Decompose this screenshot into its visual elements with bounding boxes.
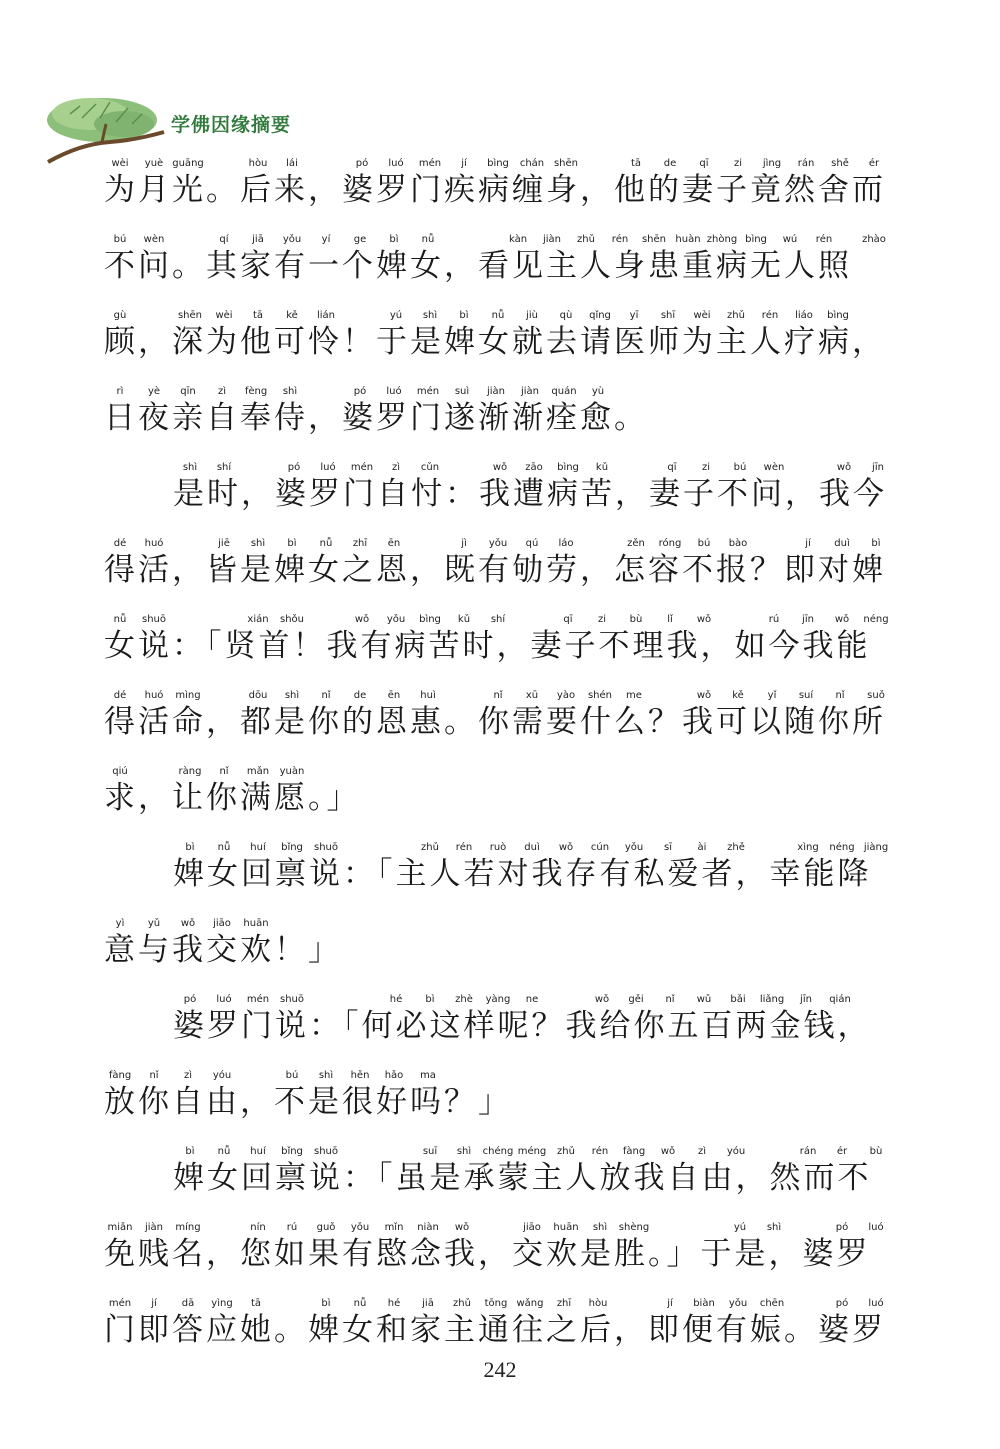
pinyin-annotation: huó: [144, 690, 164, 701]
pinyin-annotation: miǎn: [107, 1222, 133, 1233]
pinyin-annotation: jí: [805, 538, 811, 549]
pinyin-annotation: ma: [420, 1070, 436, 1081]
chinese-text: 是时，婆罗门自忖：我遭病苦，妻子不问，我今: [173, 476, 887, 512]
pinyin-annotation: cǔn: [420, 462, 440, 473]
pinyin-annotation: luó: [320, 462, 336, 473]
pinyin-annotation: zhī: [352, 538, 368, 549]
pinyin-annotation: me: [626, 690, 642, 701]
pinyin-annotation: shì: [592, 1222, 608, 1233]
pinyin-annotation: de: [353, 690, 367, 701]
chinese-text: 顾，深为他可怜！于是婢女就去请医师为主人疗病，: [104, 324, 886, 360]
pinyin-annotation: liáo: [795, 310, 813, 321]
pinyin-annotation: láo: [558, 538, 574, 549]
pinyin-annotation: jí: [667, 1298, 673, 1309]
chinese-text: 门即答应她。婢女和家主通往之后，即便有娠。婆罗: [104, 1312, 886, 1348]
pinyin-annotation: bù: [629, 614, 643, 625]
pinyin-annotation: xián: [247, 614, 269, 625]
pinyin-annotation: qù: [559, 310, 573, 321]
pinyin-annotation: yǒu: [386, 614, 406, 625]
pinyin-annotation: biàn: [693, 1298, 715, 1309]
pinyin-annotation: suǒ: [867, 690, 885, 701]
pinyin-annotation: wǒ: [594, 994, 610, 1005]
pinyin-annotation: wǒ: [492, 462, 508, 473]
pinyin-annotation: jīn: [872, 462, 884, 473]
pinyin-annotation: rén: [455, 842, 473, 853]
pinyin-annotation: tā: [252, 310, 264, 321]
pinyin-annotation: yǐ: [767, 690, 777, 701]
pinyin-annotation: yóu: [212, 1070, 232, 1081]
pinyin-annotation: ràng: [178, 766, 202, 777]
pinyin-annotation: nǚ: [319, 538, 333, 549]
pinyin-annotation: suì: [454, 386, 470, 397]
pinyin-annotation: hǎo: [384, 1070, 404, 1081]
pinyin-annotation: zhè: [455, 994, 473, 1005]
book-title: 学佛因缘摘要: [171, 114, 292, 136]
pinyin-annotation: gěi: [628, 994, 644, 1005]
pinyin-annotation: bì: [185, 842, 195, 853]
pinyin-annotation: shě: [831, 158, 849, 169]
pinyin-annotation: yóu: [726, 1146, 746, 1157]
pinyin-annotation: cún: [590, 842, 610, 853]
pinyin-annotation: jí: [151, 1298, 157, 1309]
chinese-text: 婆罗门说：「何必这样呢？我给你五百两金钱，: [173, 1008, 872, 1044]
pinyin-annotation: ruò: [489, 842, 507, 853]
pinyin-annotation: nǐ: [835, 690, 845, 701]
chinese-text: 日夜亲自奉侍，婆罗门遂渐渐痊愈。: [104, 400, 648, 436]
pinyin-annotation: jì: [461, 538, 467, 549]
chinese-text: 免贱名，您如果有愍念我，交欢是胜。」于是，婆罗: [104, 1236, 871, 1272]
pinyin-annotation: yì: [115, 918, 125, 929]
pinyin-annotation: wèi: [693, 310, 711, 321]
text-line: [0, 462, 1000, 538]
pinyin-annotation: dé: [113, 538, 127, 549]
pinyin-annotation: bǎi: [730, 994, 746, 1005]
pinyin-annotation: ge: [353, 234, 367, 245]
pinyin-annotation: rén: [815, 234, 833, 245]
pinyin-annotation: niàn: [417, 1222, 439, 1233]
pinyin-annotation: qī: [563, 614, 573, 625]
pinyin-annotation: guǒ: [316, 1222, 336, 1233]
pinyin-annotation: kǔ: [595, 462, 609, 473]
pinyin-annotation: shuō: [313, 842, 339, 853]
text-line: [0, 994, 1000, 1070]
pinyin-annotation: jiē: [218, 538, 230, 549]
pinyin-annotation: rán: [797, 158, 815, 169]
pinyin-annotation: qīn: [180, 386, 196, 397]
pinyin-annotation: jiàn: [144, 1222, 164, 1233]
text-line: [0, 1070, 1000, 1146]
pinyin-annotation: shì: [766, 1222, 782, 1233]
pinyin-annotation: huí: [250, 842, 266, 853]
pinyin-annotation: duì: [524, 842, 540, 853]
pinyin-annotation: yù: [591, 386, 605, 397]
chinese-text: 得活，皆是婢女之恩，既有劬劳，怎容不报？即对婢: [104, 552, 886, 588]
pinyin-annotation: nín: [250, 1222, 266, 1233]
text-line: [0, 1222, 1000, 1298]
pinyin-annotation: nǐ: [665, 994, 675, 1005]
text-line: [0, 842, 1000, 918]
pinyin-annotation: pó: [835, 1298, 849, 1309]
pinyin-annotation: qú: [525, 538, 539, 549]
pinyin-annotation: qī: [699, 158, 709, 169]
chinese-text: 放你自由，不是很好吗？」: [104, 1084, 512, 1120]
pinyin-annotation: pó: [353, 386, 367, 397]
pinyin-annotation: zhě: [727, 842, 745, 853]
text-line: [0, 386, 1000, 462]
pinyin-annotation: nǚ: [353, 1298, 367, 1309]
pinyin-annotation: wǒ: [836, 462, 852, 473]
pinyin-annotation: qǐng: [589, 310, 611, 321]
pinyin-annotation: jiāo: [213, 918, 231, 929]
pinyin-annotation: shèng: [618, 1222, 650, 1233]
pinyin-annotation: mén: [108, 1298, 132, 1309]
pinyin-annotation: nǚ: [113, 614, 127, 625]
pinyin-annotation: kǔ: [457, 614, 471, 625]
pinyin-annotation: zhǔ: [453, 1298, 471, 1309]
pinyin-annotation: wèi: [111, 158, 129, 169]
pinyin-annotation: zì: [217, 386, 227, 397]
pinyin-annotation: bìng: [827, 310, 849, 321]
pinyin-annotation: jìng: [762, 158, 782, 169]
pinyin-annotation: qiú: [112, 766, 128, 777]
pinyin-annotation: yǒu: [350, 1222, 370, 1233]
pinyin-annotation: yàng: [485, 994, 511, 1005]
pinyin-annotation: shì: [282, 386, 298, 397]
pinyin-annotation: yè: [147, 386, 161, 397]
pinyin-annotation: bìng: [487, 158, 509, 169]
text-line: [0, 614, 1000, 690]
pinyin-annotation: suī: [422, 1146, 438, 1157]
pinyin-annotation: huì: [420, 690, 436, 701]
pinyin-annotation: yǒu: [624, 842, 644, 853]
pinyin-annotation: bǐng: [281, 1146, 303, 1157]
pinyin-annotation: rú: [768, 614, 780, 625]
pinyin-annotation: zi: [597, 614, 607, 625]
pinyin-annotation: bào: [728, 538, 748, 549]
pinyin-annotation: míng: [175, 1222, 201, 1233]
text-line: [0, 766, 1000, 842]
pinyin-annotation: shuō: [141, 614, 167, 625]
pinyin-annotation: yào: [556, 690, 576, 701]
pinyin-annotation: bì: [459, 310, 469, 321]
pinyin-annotation: zì: [183, 1070, 193, 1081]
pinyin-annotation: gù: [113, 310, 127, 321]
pinyin-annotation: yí: [321, 234, 331, 245]
pinyin-annotation: zhǔ: [557, 1146, 575, 1157]
chinese-text: 女说：「贤首！我有病苦时，妻子不理我，如今我能: [104, 628, 871, 664]
pinyin-annotation: pó: [835, 1222, 849, 1233]
pinyin-annotation: jiàn: [520, 386, 540, 397]
text-line: [0, 538, 1000, 614]
pinyin-annotation: zi: [701, 462, 711, 473]
pinyin-annotation: rén: [761, 310, 779, 321]
pinyin-annotation: liǎng: [759, 994, 785, 1005]
text-line: [0, 158, 1000, 234]
pinyin-annotation: shì: [250, 538, 266, 549]
pinyin-annotation: luó: [386, 386, 402, 397]
pinyin-annotation: yìng: [211, 1298, 233, 1309]
pinyin-annotation: bù: [869, 1146, 883, 1157]
pinyin-annotation: yǒu: [282, 234, 302, 245]
pinyin-annotation: mìng: [175, 690, 201, 701]
chinese-text: 得活命，都是你的恩惠。你需要什么？我可以随你所: [104, 704, 886, 740]
pinyin-annotation: shì: [456, 1146, 472, 1157]
pinyin-annotation: wèi: [215, 310, 233, 321]
pinyin-annotation: bì: [389, 234, 399, 245]
pinyin-annotation: bì: [321, 1298, 331, 1309]
pinyin-annotation: bú: [285, 1070, 299, 1081]
chinese-text: 求，让你满愿。」: [104, 780, 361, 816]
pinyin-annotation: dé: [113, 690, 127, 701]
pinyin-annotation: huān: [553, 1222, 579, 1233]
pinyin-annotation: bì: [287, 538, 297, 549]
pinyin-annotation: huān: [243, 918, 269, 929]
pinyin-annotation: yuàn: [279, 766, 305, 777]
pinyin-annotation: nǚ: [421, 234, 435, 245]
pinyin-annotation: ēn: [387, 690, 401, 701]
pinyin-annotation: bì: [871, 538, 881, 549]
pinyin-annotation: tōng: [484, 1298, 508, 1309]
pinyin-annotation: zi: [733, 158, 743, 169]
pinyin-annotation: de: [663, 158, 677, 169]
pinyin-annotation: yī: [629, 310, 639, 321]
chinese-text: 婢女回禀说：「虽是承蒙主人放我自由，然而不: [173, 1160, 872, 1196]
pinyin-annotation: néng: [829, 842, 855, 853]
pinyin-annotation: nǐ: [149, 1070, 159, 1081]
pinyin-annotation: duì: [834, 538, 850, 549]
pinyin-annotation: xū: [525, 690, 539, 701]
pinyin-annotation: mǎn: [246, 766, 270, 777]
pinyin-annotation: rán: [799, 1146, 817, 1157]
pinyin-annotation: shì: [284, 690, 300, 701]
pinyin-annotation: shí: [216, 462, 232, 473]
pinyin-annotation: fàng: [622, 1146, 646, 1157]
pinyin-annotation: wǔ: [696, 994, 712, 1005]
text-line: [0, 1146, 1000, 1222]
pinyin-annotation: huàn: [675, 234, 701, 245]
pinyin-annotation: shì: [422, 310, 438, 321]
pinyin-annotation: hé: [387, 1298, 401, 1309]
chinese-text: 为月光。后来，婆罗门疾病缠身，他的妻子竟然舍而: [104, 172, 886, 208]
pinyin-annotation: kě: [732, 690, 744, 701]
pinyin-annotation: mén: [418, 158, 442, 169]
pinyin-annotation: yǒu: [488, 538, 508, 549]
pinyin-annotation: mǐn: [384, 1222, 404, 1233]
pinyin-annotation: bú: [697, 538, 711, 549]
pinyin-annotation: tā: [250, 1298, 262, 1309]
pinyin-annotation: luó: [388, 158, 404, 169]
pinyin-annotation: shuō: [313, 1146, 339, 1157]
pinyin-annotation: wǎng: [516, 1298, 544, 1309]
pinyin-annotation: mén: [246, 994, 270, 1005]
pinyin-annotation: nǐ: [493, 690, 503, 701]
pinyin-annotation: chán: [519, 158, 545, 169]
pinyin-annotation: zhī: [556, 1298, 572, 1309]
pinyin-annotation: ài: [697, 842, 707, 853]
pinyin-annotation: zāo: [525, 462, 543, 473]
pinyin-annotation: bìng: [557, 462, 579, 473]
pinyin-annotation: luó: [868, 1222, 884, 1233]
pinyin-annotation: néng: [863, 614, 889, 625]
pinyin-annotation: quán: [551, 386, 577, 397]
pinyin-annotation: jiā: [252, 234, 264, 245]
pinyin-annotation: rén: [611, 234, 629, 245]
pinyin-annotation: xìng: [797, 842, 819, 853]
pinyin-annotation: kě: [286, 310, 298, 321]
text-line: [0, 234, 1000, 310]
pinyin-annotation: sī: [664, 842, 672, 853]
pinyin-annotation: zhào: [862, 234, 886, 245]
pinyin-annotation: róng: [658, 538, 682, 549]
pinyin-annotation: luó: [868, 1298, 884, 1309]
pinyin-annotation: wèn: [763, 462, 785, 473]
pinyin-annotation: bì: [425, 994, 435, 1005]
pinyin-annotation: hòu: [588, 1298, 608, 1309]
pinyin-annotation: ér: [868, 158, 880, 169]
pinyin-annotation: hěn: [350, 1070, 370, 1081]
pinyin-annotation: shǒu: [279, 614, 305, 625]
chinese-text: 不问。其家有一个婢女，看见主人身患重病无人照: [104, 248, 852, 284]
pinyin-annotation: wèn: [143, 234, 165, 245]
pinyin-annotation: qián: [829, 994, 851, 1005]
pinyin-annotation: wǒ: [454, 1222, 470, 1233]
pinyin-annotation: luó: [216, 994, 232, 1005]
pinyin-annotation: jiàn: [486, 386, 506, 397]
pinyin-annotation: mén: [350, 462, 374, 473]
pinyin-annotation: hé: [389, 994, 403, 1005]
pinyin-annotation: yǒu: [728, 1298, 748, 1309]
pinyin-annotation: jí: [461, 158, 467, 169]
pinyin-annotation: nǐ: [219, 766, 229, 777]
pinyin-annotation: chéng: [482, 1146, 514, 1157]
pinyin-annotation: shì: [182, 462, 198, 473]
pinyin-annotation: bìng: [745, 234, 767, 245]
pinyin-annotation: zhǔ: [727, 310, 745, 321]
pinyin-annotation: wǒ: [696, 614, 712, 625]
text-line: [0, 690, 1000, 766]
page-number: 242: [483, 1357, 517, 1382]
pinyin-annotation: shí: [490, 614, 506, 625]
pinyin-annotation: pó: [355, 158, 369, 169]
pinyin-annotation: wǒ: [180, 918, 196, 929]
pinyin-annotation: lǐ: [667, 614, 673, 625]
pinyin-annotation: hòu: [248, 158, 268, 169]
pinyin-annotation: bì: [185, 1146, 195, 1157]
pinyin-annotation: wǒ: [660, 1146, 676, 1157]
pinyin-annotation: guāng: [172, 158, 204, 169]
pinyin-annotation: zhòng: [706, 234, 738, 245]
pinyin-annotation: zì: [697, 1146, 707, 1157]
pinyin-annotation: fèng: [244, 386, 268, 397]
pinyin-annotation: mén: [416, 386, 440, 397]
text-line: [0, 918, 1000, 994]
pinyin-annotation: bìng: [419, 614, 441, 625]
pinyin-annotation: suí: [798, 690, 814, 701]
pinyin-annotation: dā: [181, 1298, 195, 1309]
pinyin-annotation: jiàn: [542, 234, 562, 245]
pinyin-annotation: jiāo: [523, 1222, 541, 1233]
pinyin-annotation: jiù: [526, 310, 538, 321]
pinyin-annotation: yú: [733, 1222, 747, 1233]
pinyin-annotation: wǒ: [354, 614, 370, 625]
pinyin-annotation: rì: [116, 386, 124, 397]
pinyin-annotation: qí: [219, 234, 229, 245]
pinyin-annotation: huí: [250, 1146, 266, 1157]
pinyin-annotation: yǔ: [147, 918, 161, 929]
pinyin-annotation: lián: [316, 310, 336, 321]
pinyin-annotation: shén: [587, 690, 613, 701]
pinyin-annotation: rú: [286, 1222, 298, 1233]
pinyin-annotation: shēn: [553, 158, 579, 169]
pinyin-annotation: rén: [591, 1146, 609, 1157]
pinyin-annotation: tā: [630, 158, 642, 169]
pinyin-annotation: jīn: [802, 614, 814, 625]
chinese-text: 婢女回禀说：「主人若对我存有私爱者，幸能降: [173, 856, 872, 892]
pinyin-annotation: yuè: [144, 158, 164, 169]
pinyin-annotation: nǐ: [321, 690, 331, 701]
chinese-text: 意与我交欢！」: [104, 932, 342, 968]
pinyin-annotation: méng: [517, 1146, 547, 1157]
pinyin-annotation: shēn: [641, 234, 667, 245]
pinyin-annotation: bú: [113, 234, 127, 245]
pinyin-annotation: wǒ: [696, 690, 712, 701]
pinyin-annotation: jiā: [422, 1298, 434, 1309]
pinyin-annotation: huó: [144, 538, 164, 549]
pinyin-annotation: pó: [183, 994, 197, 1005]
pinyin-annotation: shēn: [177, 310, 203, 321]
pinyin-annotation: bǐng: [281, 842, 303, 853]
pinyin-annotation: wǒ: [558, 842, 574, 853]
pinyin-annotation: bú: [733, 462, 747, 473]
pinyin-annotation: nǚ: [491, 310, 505, 321]
pinyin-annotation: nǚ: [217, 842, 231, 853]
pinyin-annotation: qī: [667, 462, 677, 473]
pinyin-annotation: wǒ: [834, 614, 850, 625]
pinyin-annotation: shuō: [279, 994, 305, 1005]
pinyin-annotation: yú: [389, 310, 403, 321]
pinyin-annotation: shī: [660, 310, 676, 321]
pinyin-annotation: zhǔ: [577, 234, 595, 245]
pinyin-annotation: ēn: [387, 538, 401, 549]
pinyin-annotation: wú: [782, 234, 798, 245]
pinyin-annotation: lái: [286, 158, 298, 169]
pinyin-annotation: ne: [525, 994, 539, 1005]
pinyin-annotation: nǚ: [217, 1146, 231, 1157]
pinyin-annotation: jiàng: [863, 842, 889, 853]
pinyin-annotation: fàng: [108, 1070, 132, 1081]
pinyin-annotation: zěn: [627, 538, 645, 549]
pinyin-annotation: dōu: [248, 690, 268, 701]
pinyin-annotation: jīn: [800, 994, 812, 1005]
pinyin-annotation: kàn: [508, 234, 528, 245]
pinyin-annotation: zhǔ: [421, 842, 439, 853]
pinyin-annotation: zì: [391, 462, 401, 473]
pinyin-annotation: shì: [318, 1070, 334, 1081]
pinyin-annotation: pó: [287, 462, 301, 473]
pinyin-annotation: chēn: [759, 1298, 785, 1309]
text-line: [0, 310, 1000, 386]
pinyin-annotation: ér: [836, 1146, 848, 1157]
